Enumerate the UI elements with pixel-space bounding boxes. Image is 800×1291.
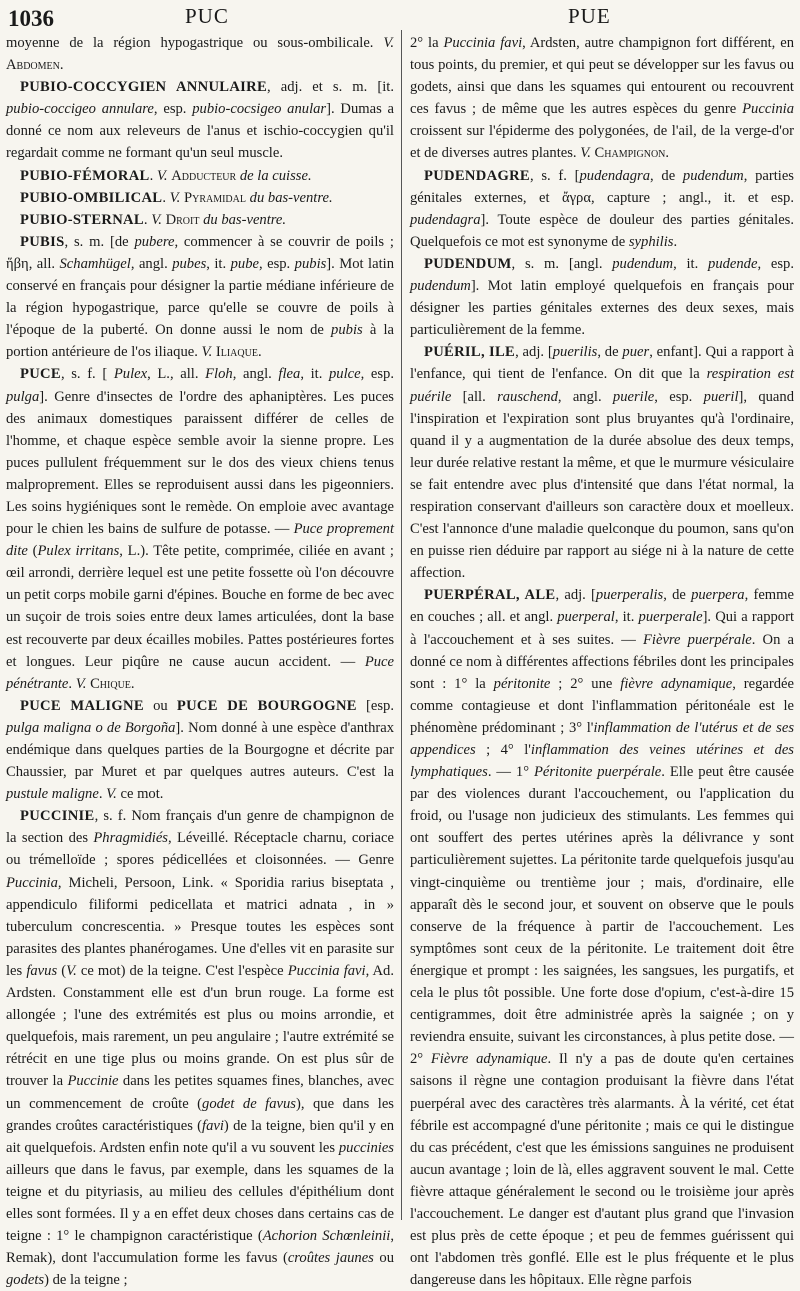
entry-text: moyenne de la région hypogastrique ou sous-ombilicale.: [6, 35, 384, 51]
italic-text: puer: [622, 344, 650, 361]
italic-text: fièvre adynamique: [620, 675, 733, 692]
italic-text: inflammation des veines utérines et des lymphatiques: [410, 742, 794, 781]
entry-text: , Remak), dont l'accumulation forme les favus (: [6, 1228, 394, 1267]
dictionary-entry: [6, 165, 394, 187]
entry-text: dans les petites squames fines, blanches, avec un commencement de croûte (: [6, 1073, 394, 1112]
entry-text: , esp.: [654, 388, 704, 405]
italic-text: V.: [66, 962, 77, 979]
italic-text: Puccinia favi: [443, 35, 523, 51]
entry-headword: PUÉRIL, ILE: [424, 344, 516, 361]
italic-text: pudendagra: [410, 211, 481, 228]
entry-headword: PUBIO-STERNAL: [20, 211, 144, 228]
italic-text: Puce proprement dite: [6, 521, 394, 560]
entry-text: (: [27, 543, 38, 560]
entry-text: .: [98, 786, 107, 803]
italic-text: Phragmidiés: [93, 830, 168, 847]
italic-text: pubes: [172, 255, 207, 272]
italic-text: Péritonite puerpérale: [533, 764, 662, 781]
entry-headword: PUDENDUM: [424, 255, 512, 272]
entry-headword: PUCE MALIGNE: [20, 697, 144, 714]
italic-text: godets: [6, 1272, 45, 1289]
italic-text: pubio-cocsigeo anular: [192, 101, 327, 118]
entry-text: ou: [143, 697, 177, 714]
entry-text: , Ad. Ardsten. Constamment elle est d'un brun rouge. La forme est allongée ; l'une des extrémités est plus ou moins arrondie, et quelquefois, mais rarement, un peu angulaire ; l'autre extrémité se rétrécit en une tige plus ou moins grande. On est plus sûr de trouver la: [6, 962, 394, 1090]
entry-text: ]. Dumas a donné ce nom aux releveurs de l'anus et ischio-coccygien qu'il regardait comme ne formant qu'un seul muscle.: [6, 101, 395, 162]
entry-text: ) de la teigne ;: [44, 1272, 128, 1289]
entry-text: , it.: [614, 609, 639, 626]
italic-text: du bas-ventre.: [249, 189, 333, 206]
entry-text: . On a donné ce nom à différentes affections fébriles dont les principales sont : 1° la: [410, 631, 794, 692]
italic-text: Puccinia: [6, 874, 58, 891]
italic-text: péritonite: [493, 675, 551, 692]
italic-text: Achorion Schœnleinii: [262, 1228, 391, 1245]
entry-text: , regardée comme contagieuse et dont l'inflammation péritonéale est le phénomène prédominant ; 3° l': [410, 675, 794, 736]
italic-text: puerilis: [552, 344, 598, 361]
entry-headword: PUDENDAGRE: [424, 167, 530, 184]
dictionary-entry: [6, 231, 394, 364]
italic-text: V.: [75, 675, 87, 692]
entry-text: ]. Genre d'insectes de l'ordre des aphaniptères. Les puces des animaux domestiques paraissent différer de celles de l'homme, et chaque espèce semble avoir la sienne propre. Les puces pullulent fréquemment sur le dos des vieux chiens tenus malproprement. Elles se reproduisent aussi dans les pigeonniers. Les soins hygiéniques sont le remède. On emploie avec avantage pour le chien les bains de sulfure de potasse. —: [6, 388, 394, 538]
entry-text: , s. f. [: [60, 366, 114, 383]
entry-text: , adj. [: [555, 587, 596, 604]
italic-text: pubio-coccigeo annulare: [6, 101, 154, 118]
entry-text: .: [59, 57, 64, 74]
entry-text: 2° la: [410, 35, 444, 51]
italic-text: respiration est puérile: [410, 366, 795, 405]
entry-text: .: [149, 167, 157, 184]
italic-text: pudende: [708, 255, 758, 272]
entry-text: ]. Qui a rapport à l'accouchement et à ses suites. —: [410, 609, 795, 648]
entry-text: , Ardsten, autre champignon fort différent, en tous points, du premier, et qui peut se développer sur les favus ou godets, ainsi que dans les squames qui entourent ou recouvrent ces favus ; de même que les autres espèces du genre: [410, 35, 794, 118]
entry-text: ce mot) de la teigne. C'est l'espèce: [76, 962, 288, 979]
italic-text: Pulex: [113, 366, 148, 383]
entry-text: [esp.: [356, 697, 394, 714]
entry-text: .: [673, 233, 678, 250]
entry-text: , esp.: [258, 255, 295, 272]
italic-text: pudendagra: [579, 167, 651, 184]
entry-text: . — 1°: [487, 764, 534, 781]
entry-headword: PUBIO-COCCYGIEN ANNULAIRE: [20, 79, 268, 96]
dictionary-entry: [6, 187, 394, 209]
entry-text: , esp.: [153, 101, 193, 118]
italic-text: Fièvre puerpérale: [643, 631, 752, 648]
italic-text: pubere: [134, 233, 175, 250]
cross-reference: Champignon: [594, 145, 666, 162]
entry-text: ou: [373, 1250, 394, 1267]
italic-text: pustule maligne: [6, 786, 99, 803]
dictionary-entry: [6, 695, 394, 805]
italic-text: V.: [151, 211, 162, 228]
entry-text: ]. Toute espèce de douleur des parties génitales. Quelquefois ce mot est synonyme de: [410, 211, 794, 250]
dictionary-entry: [410, 584, 794, 1291]
italic-text: pudendum: [410, 278, 471, 295]
entry-text: , s. f. Nom français d'un genre de champignon de la section des: [6, 808, 394, 847]
entry-text: .: [68, 675, 76, 692]
italic-text: puccinies: [338, 1139, 394, 1156]
italic-text: favus: [26, 962, 58, 979]
page-number: 1036: [8, 6, 54, 31]
entry-text: .: [665, 145, 670, 162]
cross-reference: Pyramidal: [183, 189, 246, 206]
entry-text: , angl.: [557, 388, 613, 405]
entry-text: [all.: [451, 388, 498, 405]
italic-text: pudendum: [612, 255, 674, 272]
italic-text: V.: [580, 145, 591, 162]
dictionary-entry: [6, 209, 394, 231]
entry-text: ; 2° une: [550, 675, 621, 692]
entry-headword: PUBIO-OMBILICAL: [20, 189, 163, 206]
cross-reference: Abdomen: [6, 57, 60, 74]
entry-text: .: [130, 675, 135, 692]
italic-text: Puccinie: [67, 1073, 119, 1090]
entry-text: , adj. et s. m. [it.: [267, 79, 394, 96]
italic-text: pueril: [703, 388, 739, 405]
entry-text: , de: [597, 344, 623, 361]
entry-text: ), que dans les grandes croûtes caractéristiques (: [6, 1095, 394, 1134]
entry-text: croissent sur l'épiderme des polygonées, de l'ail, de la verge-d'or et de diverses autres plantes.: [410, 123, 794, 162]
entry-text: .: [143, 211, 152, 228]
entry-text: , commencer à se couvrir de poils ; ἥβη, all.: [6, 233, 394, 272]
entry-text: ]. Mot latin employé quelquefois en français pour désigner les parties génitales externes des deux sexes, mais particulièrement de la femme.: [410, 278, 794, 339]
entry-text: à la portion antérieure de l'os iliaque.: [6, 322, 394, 361]
entry-text: ], quand l'inspiration et l'expiration sont plus bruyantes qu'à l'ordinaire, quand il y a augmentation de la durée absolue des deux temps, leur durée relative restant la même, et que le murmure vésiculaire se fait entendre avec plus d'intensité que dans l'état normal, la respiration conservant d'ailleurs son caractère doux et moelleux. C'est l'annonce d'une maladie quelconque du poumon, sans qu'on en puisse rien déduire par rapport au siége ni à la nature de cette affection.: [410, 388, 794, 582]
dictionary-entry: [6, 76, 394, 164]
cross-reference: Chique: [90, 675, 131, 692]
dictionary-entry: [6, 363, 394, 694]
italic-text: pulce: [329, 366, 361, 383]
italic-text: V.: [383, 35, 394, 51]
dictionary-entry: [410, 253, 794, 341]
italic-text: de la cuisse.: [239, 167, 312, 184]
entry-text: , L., all.: [147, 366, 206, 383]
italic-text: pulga: [6, 388, 40, 405]
entry-text: ailleurs que dans le favus, par exemple, dans les squames de la teigne et du pityriasis, au milieu des cellules d'épithélium dont elles sont formées. Il y a en effet deux choses dans certains cas de teigne : 1° le champignon caractéristique (: [6, 1161, 394, 1245]
italic-text: puerperalis: [595, 587, 664, 604]
italic-text: syphilis: [628, 233, 674, 250]
entry-text: , L.). Tête petite, comprimée, ciliée en avant ; œil arrondi, derrière lequel est une petite fossette où l'on découvre un petit corps mobile garni d'épines. Bouche en forme de bec avec un suçoir de trois soies entre deux lames articulées, dont la base est recouverte par deux écailles mobiles. Pattes postérieures fortes et longues. Leur piqûre ne cause aucun accident. —: [6, 543, 394, 670]
italic-text: rauschend: [497, 388, 558, 405]
italic-text: inflammation de l'utérus et de ses appendices: [410, 719, 795, 758]
italic-text: puerperal: [557, 609, 615, 626]
italic-text: pulga maligna o de Borgoña: [6, 719, 176, 736]
entry-text: ) de la teigne, bien qu'il y en ait quelquefois. Ardsten enfin note qu'il a vu souvent les: [6, 1117, 394, 1156]
entry-text: , enfant]. Qui a rapport à l'enfance, qui tient de l'enfance. On dit que la: [410, 344, 794, 383]
entry-text: , s. m. [: [64, 233, 115, 250]
entry-text: , de: [663, 587, 692, 604]
right-column: [410, 32, 795, 1289]
entry-text: , it.: [300, 366, 329, 383]
dictionary-entry: [410, 32, 794, 165]
italic-text: V.: [156, 167, 168, 184]
italic-text: Floh: [205, 366, 233, 383]
entry-text: .: [162, 189, 170, 206]
italic-text: Puce pénétrante: [6, 653, 394, 692]
dictionary-entry: [410, 341, 794, 584]
running-head-left: PUC: [185, 4, 229, 28]
entry-text: , femme en couches ; all. et angl.: [410, 587, 794, 626]
column-divider: [401, 30, 402, 1220]
left-column: [6, 32, 395, 1289]
entry-headword: PUCE DE BOURGOGNE: [176, 697, 357, 714]
running-head-right: PUE: [568, 4, 611, 28]
entry-text: ce mot.: [116, 786, 164, 803]
italic-text: flea: [278, 366, 301, 383]
entry-text: , adj. [: [515, 344, 553, 361]
entry-text: , s. f. [: [529, 167, 580, 184]
entry-text: , Léveillé. Réceptacle charnu, coriace ou trémelloïde ; spores pédicellées et cloisonnées. — Genre: [6, 830, 394, 869]
entry-headword: PUCCINIE: [20, 808, 95, 825]
entry-text: . Elle peut être causée par des violences durant l'accouchement, ou l'application du froid, ou l'usage non judicieux des stimulants. Les femmes qui ont souffert des pertes utérines après la délivrance y sont particulièrement sujettes. La péritonite tarde quelquefois jusqu'au vingt-cinquième ou trentième jour ; mais, d'ordinaire, elle apparaît dès le second jour, et souvent on observe que le pouls conserve de la fréquence à partir de l'accouchement. Les symptômes sont ceux de la péritonite. Le traitement doit être énergique et prompt : les saignées, les sangsues, les purgatifs, et cela le plus tôt possible. Une forte dose d'opium, c'est-à-dire 15 centigrammes, doit être administrée après la saignée ; on y reviendra ensuite, suivant les circonstances, à plus petite dose. — 2°: [410, 764, 795, 1068]
entry-headword: PUBIS: [20, 233, 65, 250]
italic-text: Puccinia favi: [287, 962, 366, 979]
entry-headword: PUERPÉRAL, ALE: [424, 587, 556, 604]
dictionary-entry: [6, 32, 394, 76]
italic-text: pudendum: [682, 167, 744, 184]
entry-text: , it.: [673, 255, 709, 272]
cross-reference: Droit: [165, 211, 200, 228]
entry-text: .: [257, 344, 262, 361]
entry-text: , angl.: [232, 366, 279, 383]
italic-text: Schamhügel: [59, 255, 131, 272]
entry-text: , Micheli, Persoon, Link. « Sporidia rarius biseptata , appendiculo filiformi pedicellata et matrici adnata , in » tuberculum concrescentia. » Presque toutes les espèces sont parasites des plantes phanérogames. Une d'elles vit en parasite sur les: [6, 874, 394, 979]
italic-text: puerpera: [691, 587, 745, 604]
italic-text: V.: [201, 344, 213, 361]
cross-reference: Iliaque: [215, 344, 258, 361]
cross-reference: Adducteur: [171, 167, 237, 184]
dictionary-entry: [6, 805, 394, 1291]
italic-text: puerperale: [638, 609, 703, 626]
italic-text: pube: [230, 255, 259, 272]
entry-text: ; 4° l': [475, 742, 531, 758]
entry-text: ]. Nom donné à une espèce d'anthrax endémique dans quelques parties de la Bourgogne et décrite par Chaussier, par Muret et par quelques autres auteurs. C'est la: [6, 719, 394, 781]
italic-text: du bas-ventre.: [203, 211, 287, 228]
entry-headword: PUBIO-FÉMORAL: [20, 167, 150, 184]
italic-text: Fièvre adynamique: [430, 1051, 548, 1068]
entry-text: , esp.: [757, 255, 794, 272]
italic-text: godet de favus: [202, 1095, 296, 1112]
entry-text: , de: [650, 167, 683, 184]
entry-text: . Il n'y a pas de doute qu'en certaines saisons il règne une contagion produisant la fièvre dans l'état puerpéral avec des caractères très alarmants. À la vérité, cet état fébrile est accompagné d'une péritonite ; mais ce qui le distingue du cas précédent, c'est que les émissions sanguines ne produisent aucun avantage ; loin de là, elles aggravent souvent le mal. Cette fièvre attaque généralement le second ou le troisième jour après l'accouchement. Le danger est d'autant plus grand que l'invasion est plus près de cette époque ; et peu de femmes guérissent qui ont l'abdomen très gonflé. Elle est le plus fréquente et le plus dangereuse dans les hôpitaux. Elle règne parfois: [410, 1051, 794, 1289]
entry-text: de: [114, 233, 135, 250]
entry-text: , it.: [206, 255, 231, 272]
italic-text: V.: [169, 189, 181, 206]
entry-text: , s. m. [angl.: [511, 255, 613, 272]
dictionary-entry: [410, 165, 794, 253]
italic-text: favi: [202, 1117, 224, 1134]
entry-text: ]. Mot latin conservé en français pour désigner la partie médiane inférieure de la région hypogastrique, parce qu'elle se couvre de poils à l'époque de la puberté. On donne aussi le nom de: [6, 255, 394, 339]
entry-text: , parties génitales externes, et ἄγρα, capture ; angl., it. et esp.: [410, 167, 794, 206]
italic-text: Pulex irritans: [37, 543, 120, 560]
entry-text: (: [57, 962, 67, 979]
entry-text: , angl.: [130, 255, 173, 272]
italic-text: croûtes jaunes: [287, 1250, 374, 1267]
entry-text: , esp.: [360, 366, 395, 383]
italic-text: Puccinia: [742, 101, 794, 118]
italic-text: puerile: [612, 388, 655, 405]
italic-text: V.: [106, 786, 117, 803]
entry-headword: PUCE: [20, 366, 61, 383]
italic-text: pubis: [331, 322, 363, 339]
italic-text: pubis: [294, 255, 327, 272]
